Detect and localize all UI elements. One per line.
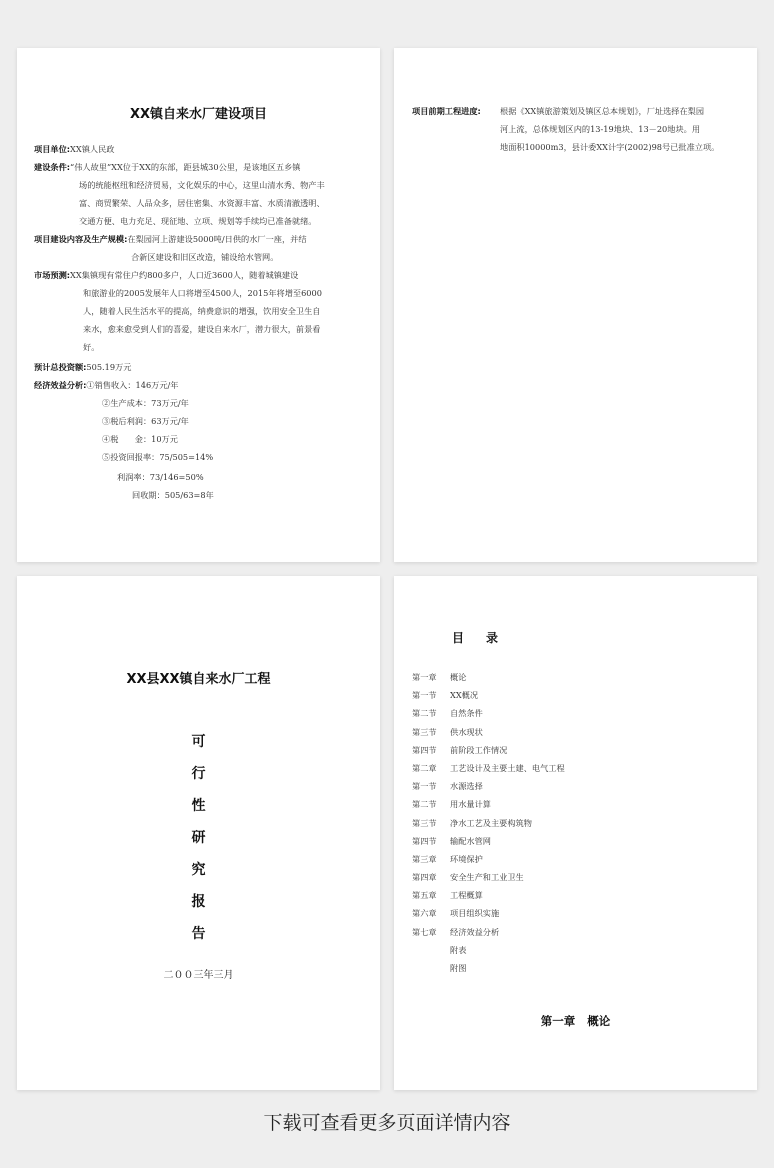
- benefit-line: ②生产成本：73万元/年: [102, 398, 189, 408]
- table-of-contents: [412, 668, 565, 977]
- project-unit-label: 项目单位:: [34, 144, 71, 154]
- market-forecast-line: 好。: [83, 342, 100, 352]
- toc-item-number: 第三节: [412, 726, 437, 737]
- project-unit-value: XX镇人民政: [70, 144, 115, 154]
- report-char: 研: [191, 830, 206, 846]
- toc-item-text: 用水量计算: [450, 799, 491, 810]
- cover-date: 二００三年三月: [163, 970, 234, 981]
- project-scale-cont: [131, 248, 371, 266]
- market-forecast-row: [34, 266, 366, 284]
- preliminary-progress-body: [500, 102, 740, 156]
- preliminary-progress-line: 地面积10000m3，县计委XX计字(2002)98号已批准立项。: [500, 142, 720, 152]
- toc-item-number: 第七章: [412, 926, 437, 937]
- toc-item-text: 附表: [450, 944, 467, 955]
- preliminary-progress-label: 项目前期工程进度:: [412, 106, 481, 116]
- toc-item-text: 环境保护: [450, 853, 483, 864]
- toc-item: [412, 777, 565, 795]
- toc-item-text: 附图: [450, 963, 467, 973]
- construction-conditions-cont: [79, 176, 369, 230]
- toc-item: [412, 704, 565, 722]
- toc-item-text: 供水现状: [450, 726, 483, 737]
- toc-item-number: 第二章: [412, 762, 437, 773]
- document-page-1: [17, 48, 380, 562]
- market-forecast-cont: [83, 284, 373, 356]
- market-forecast-line: 人，随着人民生活水平的提高，纳费意识的增强，饮用安全卫生自: [83, 306, 321, 316]
- toc-item: [412, 686, 565, 704]
- chapter-title: 概论: [587, 1014, 611, 1028]
- benefit-line: ⑤投资回报率：75/505=14%: [102, 452, 214, 462]
- toc-item: [412, 886, 565, 904]
- project-scale-line: 合新区建设和旧区改造，铺设给水管网。: [131, 252, 279, 262]
- benefit-sub-line: 利润率：73/146=50%: [117, 472, 204, 482]
- toc-item-number: 第一节: [412, 781, 437, 792]
- toc-item-text: 经济效益分析: [450, 926, 500, 937]
- toc-item-text: 工程概算: [450, 890, 483, 901]
- report-char: 性: [191, 798, 206, 814]
- project-scale-label: 项目建设内容及生产规模:: [34, 234, 128, 244]
- toc-item-text: XX概况: [450, 690, 479, 701]
- toc-item-number: 第三章: [412, 853, 437, 864]
- toc-item-number: 第三节: [412, 817, 437, 828]
- toc-item: [412, 923, 565, 941]
- benefit-sub-line: 回收期：505/63=8年: [132, 490, 214, 500]
- toc-item-number: 第四节: [412, 744, 437, 755]
- toc-item-text: 输配水管网: [450, 835, 491, 846]
- benefit-line: ③税后利润：63万元/年: [102, 416, 189, 426]
- chapter-number: 第一章: [540, 1014, 576, 1028]
- toc-item-number: 第二节: [412, 799, 437, 810]
- project-scale-row: [34, 230, 366, 248]
- document-page-4: [394, 576, 757, 1090]
- toc-item-number: 第六章: [412, 908, 437, 919]
- toc-item-text: 自然条件: [450, 708, 483, 719]
- toc-item: [412, 814, 565, 832]
- toc-item: [412, 741, 565, 759]
- toc-item-number: 第一节: [412, 690, 437, 701]
- project-unit-row: [34, 140, 366, 158]
- toc-item-text: 概论: [450, 672, 467, 682]
- toc-item-text: 工艺设计及主要土建、电气工程: [450, 762, 565, 773]
- toc-item-text: 前阶段工作情况: [450, 744, 508, 755]
- construction-conditions-line: 场的统能枢纽和经济贸易，文化娱乐的中心，这里山清水秀、物产丰: [79, 180, 325, 190]
- toc-item: [412, 759, 565, 777]
- report-char: 行: [191, 766, 206, 782]
- project-title: XX镇自来水厂建设项目: [129, 107, 268, 122]
- report-char: 可: [191, 734, 206, 750]
- toc-title: 目录: [452, 631, 521, 645]
- preliminary-progress-line: 河上流，总体规划区内的13-19地块、13－20地块。用: [500, 124, 701, 134]
- benefit-row: [34, 376, 366, 394]
- toc-item: [412, 795, 565, 813]
- toc-item-number: 第一章: [412, 672, 437, 682]
- investment-label: 预计总投资额:: [34, 362, 87, 372]
- toc-item: [412, 904, 565, 922]
- toc-item-text: 净水工艺及主要构筑物: [450, 817, 532, 828]
- investment-value: 505.19万元: [86, 362, 132, 372]
- toc-item-text: 水源选择: [450, 781, 483, 792]
- report-char: 报: [191, 894, 206, 910]
- toc-item-number: 第四节: [412, 835, 437, 846]
- toc-item: [412, 959, 565, 977]
- investment-row: [34, 358, 366, 376]
- construction-conditions-line: 交通方便、电力充足、现征地、立项、规划等手续均已准备就绪。: [79, 216, 317, 226]
- market-forecast-label: 市场预测:: [34, 270, 71, 280]
- toc-item: [412, 832, 565, 850]
- toc-item-number: 第五章: [412, 890, 437, 901]
- market-forecast-line: 来水，愈来愈受到人们的喜爱，建设自来水厂，潜力很大，前景看: [83, 324, 321, 334]
- toc-item-text: 安全生产和工业卫生: [450, 872, 524, 883]
- toc-item: [412, 668, 565, 686]
- construction-conditions-row: [34, 158, 366, 176]
- toc-item-number: 第四章: [412, 872, 437, 883]
- report-char: 告: [191, 926, 206, 942]
- toc-item: [412, 941, 565, 959]
- download-prompt: 下载可查看更多页面详情内容: [263, 1112, 511, 1134]
- construction-conditions-label: 建设条件:: [34, 162, 71, 172]
- report-vertical-title: [17, 726, 380, 950]
- project-scale-line: 在梨园河上游建设5000吨/日供的水厂一座，并结: [127, 234, 307, 244]
- cover-title: XX县XX镇自来水厂工程: [126, 672, 271, 687]
- benefit-line: ④税 金：10万元: [102, 434, 178, 444]
- market-forecast-line: XX集镇现有常住户约800多户，人口近3600人，随着城镇建设: [70, 270, 299, 280]
- construction-conditions-line: “伟人故里”XX位于XX的东部，距县城30公里，是该地区五乡镇: [70, 162, 301, 172]
- document-page-3: [17, 576, 380, 1090]
- toc-item: [412, 850, 565, 868]
- toc-item-text: 项目组织实施: [450, 908, 500, 919]
- chapter-heading: [394, 1013, 757, 1029]
- toc-item-number: 第二节: [412, 708, 437, 719]
- market-forecast-line: 和旅游业的2005发展年人口将增至4500人，2015年将增至6000: [83, 288, 322, 298]
- toc-item: [412, 868, 565, 886]
- report-char: 究: [191, 862, 206, 878]
- benefit-sub-cont: [117, 468, 317, 504]
- preliminary-progress-line: 根据《XX镇旅游策划及镇区总本规划》，厂址选择在梨园: [500, 106, 705, 116]
- benefit-cont: [102, 394, 362, 466]
- document-page-2: [394, 48, 757, 562]
- benefit-label: 经济效益分析:: [34, 380, 87, 390]
- benefit-line: ①销售收入：146万元/年: [86, 380, 179, 390]
- toc-item: [412, 723, 565, 741]
- construction-conditions-line: 富、商贸繁荣、人品众多，居住密集、水资源丰富、水质清澈透明、: [79, 198, 325, 208]
